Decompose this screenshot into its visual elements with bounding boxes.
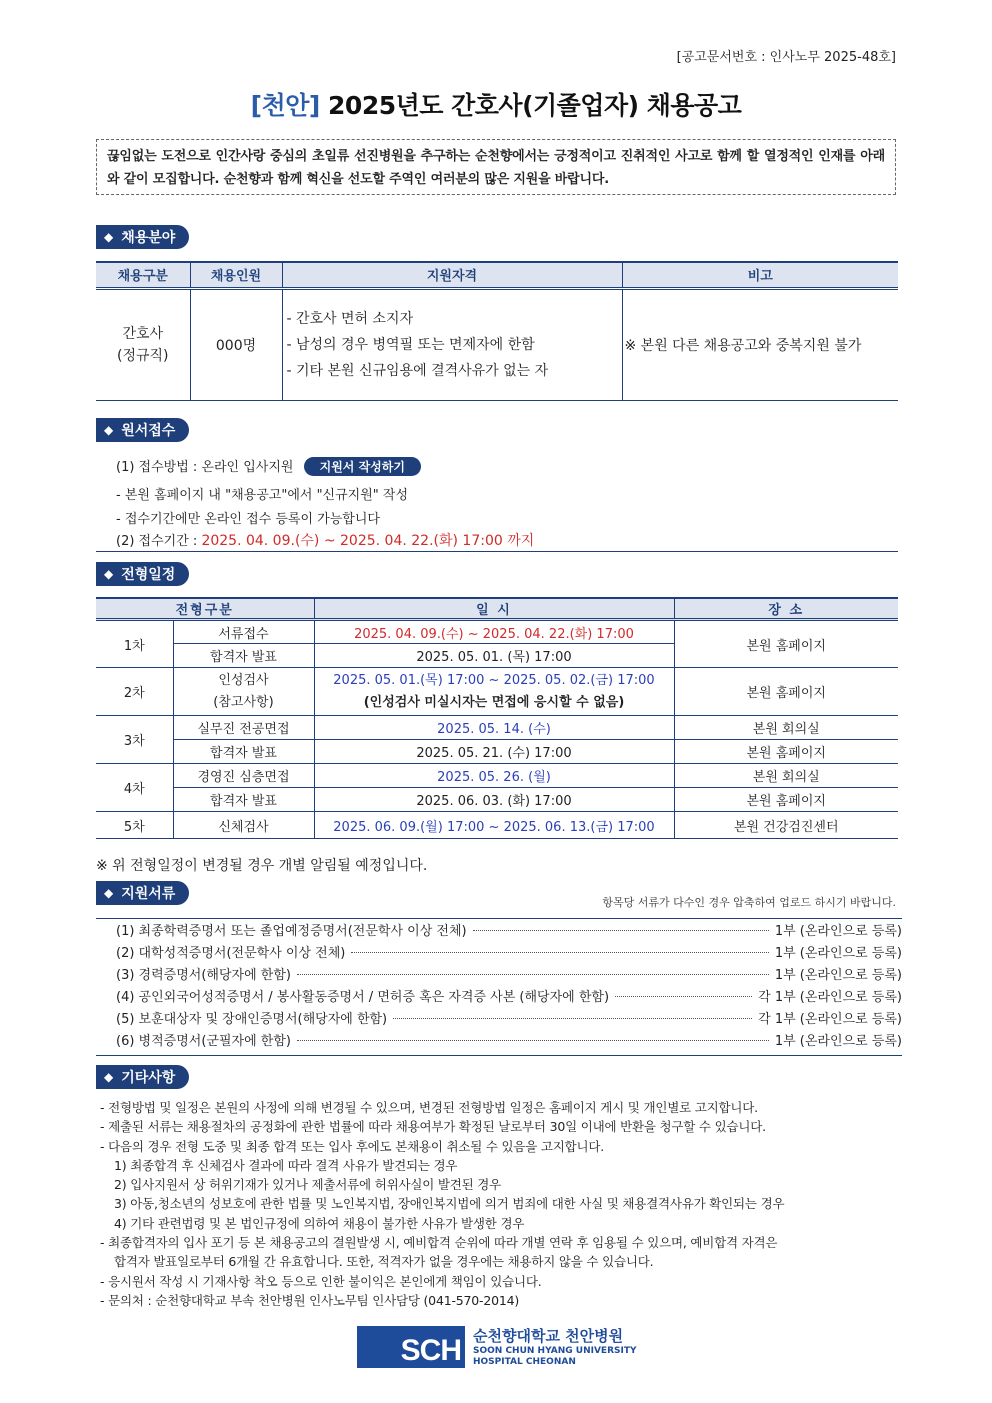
page-title: [0, 86, 992, 122]
place-cell: 본원 홈페이지: [674, 620, 898, 668]
doc-value: 1부 (온라인으로 등록): [774, 968, 902, 983]
logo-korean-name: 순천향대학교 천안병원: [473, 1327, 624, 1345]
doc-label: (2) 대학성적증명서(전문학사 이상 전체): [116, 946, 346, 961]
table-header: 장 소: [674, 598, 898, 620]
docs-note: 항목당 서류가 다수인 경우 압축하여 업로드 하시기 바랍니다.: [602, 896, 896, 909]
divider: [96, 551, 898, 552]
logo-mark: SCH: [357, 1326, 465, 1368]
diamond-icon: ◆: [104, 423, 114, 437]
section-header-apply: [96, 418, 189, 442]
diamond-icon: ◆: [104, 230, 114, 244]
stage-cell: 3차: [96, 716, 173, 764]
leader-dots: [297, 974, 769, 975]
list-item: - 다음의 경우 전형 도중 및 최종 합격 또는 입사 후에도 본채용이 취소될 수 있음을 고지합니다.: [100, 1138, 605, 1154]
date-cell: 2025. 05. 26. (월): [314, 764, 674, 788]
list-item: [116, 965, 902, 987]
doc-value: 1부 (온라인으로 등록): [774, 1034, 902, 1049]
step-cell: 합격자 발표: [173, 788, 314, 812]
step-cell: [173, 668, 314, 716]
section-header-schedule: [96, 562, 189, 586]
logo-english-line2: HOSPITAL CHEONAN: [473, 1357, 576, 1367]
recruit-remark: ※ 본원 다른 채용공고와 중복지원 불가: [622, 288, 898, 400]
section-header-misc: [96, 1065, 189, 1089]
apply-method: [116, 456, 421, 476]
section-header-field: [96, 225, 189, 249]
doc-label: (6) 병적증명서(군필자에 한함): [116, 1034, 291, 1049]
list-item: 1) 최종합격 후 신체검사 결과에 따라 결격 사유가 발견되는 경우: [114, 1157, 458, 1173]
list-item: - 응시원서 작성 시 기재사항 착오 등으로 인한 불이익은 본인에게 책임이 있습니다.: [100, 1273, 542, 1289]
table-header: 지원자격: [282, 262, 622, 288]
step-cell: 합격자 발표: [173, 740, 314, 764]
step-cell: 합격자 발표: [173, 644, 314, 668]
doc-value: 각 1부 (온라인으로 등록): [758, 990, 902, 1005]
docs-list: [96, 918, 902, 1056]
section-label: 채용분야: [121, 230, 176, 246]
doc-label: (1) 최종학력증명서 또는 졸업예정증명서(전문학사 이상 전체): [116, 924, 467, 939]
step-label: 인성검사: [218, 672, 269, 688]
intro-box: 끊임없는 도전으로 인간사랑 중심의 초일류 선진병원을 추구하는 순천향에서는 긍정적이고 진취적인 사고로 함께 할 열정적인 인재를 아래와 같이 모집합니다. 순천향과 함께 혁신을 선도할 주역인 여러분의 많은 지원을 바랍니다.: [96, 139, 896, 195]
misc-list: [100, 1098, 900, 1310]
stage-cell: 5차: [96, 812, 173, 839]
list-item: [116, 1009, 902, 1031]
table-header: 채용구분: [96, 262, 190, 288]
logo-text: [473, 1325, 637, 1368]
leader-dots: [297, 1040, 769, 1041]
place-cell: 본원 홈페이지: [674, 668, 898, 716]
title-location: [천안]: [250, 91, 320, 120]
stage-cell: 2차: [96, 668, 173, 716]
date-note: (인성검사 미실시자는 면접에 응시할 수 없음): [363, 694, 625, 710]
date-cell: 2025. 05. 14. (수): [314, 716, 674, 740]
date-cell: 2025. 05. 21. (수) 17:00: [314, 740, 674, 764]
table-header: 일 시: [314, 598, 674, 620]
recruit-type: [96, 288, 190, 400]
diamond-icon: ◆: [104, 1070, 114, 1084]
date-cell: [314, 668, 674, 716]
list-item: 4) 기타 관련법령 및 본 법인규정에 의하여 채용이 불가한 사유가 발생한 경우: [114, 1215, 525, 1231]
leader-dots: [393, 1018, 752, 1019]
apply-period-value: 2025. 04. 09.(수) ~ 2025. 04. 22.(화) 17:00 까지: [201, 533, 535, 549]
diamond-icon: ◆: [104, 567, 114, 581]
table-header: 비고: [622, 262, 898, 288]
section-header-docs: [96, 881, 189, 905]
doc-label: (5) 보훈대상자 및 장애인증명서(해당자에 한함): [116, 1012, 388, 1027]
list-item: 3) 아동,청소년의 성보호에 관한 법률 및 노인복지법, 장애인복지법에 의거 범죄에 대한 사실 및 채용결격사유가 확인되는 경우: [114, 1196, 785, 1212]
step-cell: 신체검사: [173, 812, 314, 839]
place-cell: 본원 건강검진센터: [674, 812, 898, 839]
doc-value: 1부 (온라인으로 등록): [774, 924, 902, 939]
diamond-icon: ◆: [104, 886, 114, 900]
qualification-item: - 기타 본원 신규임용에 결격사유가 없는 자: [286, 362, 549, 379]
table-header: 전형구분: [96, 598, 314, 620]
place-cell: 본원 홈페이지: [674, 788, 898, 812]
date-cell: 2025. 05. 01. (목) 17:00: [314, 644, 674, 668]
stage-cell: 4차: [96, 764, 173, 812]
step-cell: 경영진 심층면접: [173, 764, 314, 788]
list-item: [116, 943, 902, 965]
doc-label: (4) 공인외국어성적증명서 / 봉사활동증명서 / 면허증 혹은 자격증 사본 (해당자에 한함): [116, 990, 610, 1005]
step-cell: 서류접수: [173, 620, 314, 644]
apply-method-label: (1) 접수방법 : 온라인 입사지원: [116, 460, 294, 475]
list-item: 2) 입사지원서 상 허위기재가 있거나 제출서류에 허위사실이 발견된 경우: [114, 1177, 501, 1193]
list-item: - 전형방법 및 일정은 본원의 사정에 의해 변경될 수 있으며, 변경된 전형방법 일정은 홈페이지 게시 및 개인별로 고지합니다.: [100, 1100, 758, 1115]
qualification-item: - 남성의 경우 병역필 또는 면제자에 한함: [286, 336, 535, 353]
list-item: - 제출된 서류는 채용절차의 공정화에 관한 법률에 따라 채용여부가 확정된 날로부터 30일 이내에 반환을 청구할 수 있습니다.: [100, 1119, 766, 1135]
leader-dots: [473, 930, 769, 931]
apply-sub-2: - 접수기간에만 온라인 접수 등록이 가능합니다: [116, 512, 380, 527]
leader-dots: [351, 952, 769, 953]
list-item: [116, 987, 902, 1009]
date-cell: 2025. 04. 09.(수) ~ 2025. 04. 22.(화) 17:00: [314, 620, 674, 644]
recruit-table: [96, 261, 898, 401]
date-cell: 2025. 06. 09.(월) 17:00 ~ 2025. 06. 13.(금) 17:00: [314, 812, 674, 839]
section-label: 전형일정: [121, 567, 176, 583]
list-item: [116, 921, 902, 943]
apply-sub-1: - 본원 홈페이지 내 "채용공고"에서 "신규지원" 작성: [116, 488, 409, 503]
qualifications-cell: [282, 288, 622, 400]
schedule-table: [96, 597, 898, 839]
write-application-button[interactable]: 지원서 작성하기: [304, 457, 421, 476]
place-cell: 본원 회의실: [674, 716, 898, 740]
list-item: - 문의처 : 순천향대학교 부속 천안병원 인사노무팀 인사담당 (041-570-2014): [100, 1292, 520, 1308]
leader-dots: [615, 996, 752, 997]
title-main: 2025년도 간호사(기졸업자) 채용공고: [328, 91, 742, 120]
recruit-count: 000명: [190, 288, 282, 400]
section-label: 지원서류: [121, 886, 176, 902]
list-item: 합격자 발표일로부터 6개월 간 유효합니다. 또한, 적격자가 없을 경우에는 채용하지 않을 수 있습니다.: [114, 1254, 654, 1270]
apply-period: [116, 530, 534, 550]
place-cell: 본원 회의실: [674, 764, 898, 788]
doc-label: (3) 경력증명서(해당자에 한함): [116, 968, 291, 983]
document-number: [공고문서번호 : 인사노무 2025-48호]: [676, 50, 896, 65]
hospital-logo: [357, 1325, 637, 1368]
list-item: - 최종합격자의 입사 포기 등 본 채용공고의 결원발생 시, 예비합격 순위에 따라 개별 연락 후 임용될 수 있으며, 예비합격 자격은: [100, 1235, 778, 1251]
list-item: [116, 1031, 902, 1053]
doc-value: 각 1부 (온라인으로 등록): [758, 1012, 902, 1027]
date-cell: 2025. 06. 03. (화) 17:00: [314, 788, 674, 812]
schedule-note: ※ 위 전형일정이 변경될 경우 개별 알림될 예정입니다.: [96, 858, 428, 874]
step-cell: 실무진 전공면접: [173, 716, 314, 740]
recruit-type-line1: 간호사: [122, 325, 164, 342]
table-header: 채용인원: [190, 262, 282, 288]
stage-cell: 1차: [96, 620, 173, 668]
date-value: 2025. 05. 01.(목) 17:00 ~ 2025. 05. 02.(금) 17:00: [333, 672, 655, 688]
apply-period-label: (2) 접수기간 :: [116, 534, 202, 549]
place-cell: 본원 홈페이지: [674, 740, 898, 764]
section-label: 기타사항: [121, 1070, 176, 1086]
doc-value: 1부 (온라인으로 등록): [774, 946, 902, 961]
step-label: (참고사항): [213, 694, 274, 710]
logo-english-line1: SOON CHUN HYANG UNIVERSITY: [473, 1346, 637, 1356]
section-label: 원서접수: [121, 423, 176, 439]
qualification-item: - 간호사 면허 소지자: [286, 310, 414, 327]
recruit-type-line2: (정규직): [117, 347, 169, 364]
